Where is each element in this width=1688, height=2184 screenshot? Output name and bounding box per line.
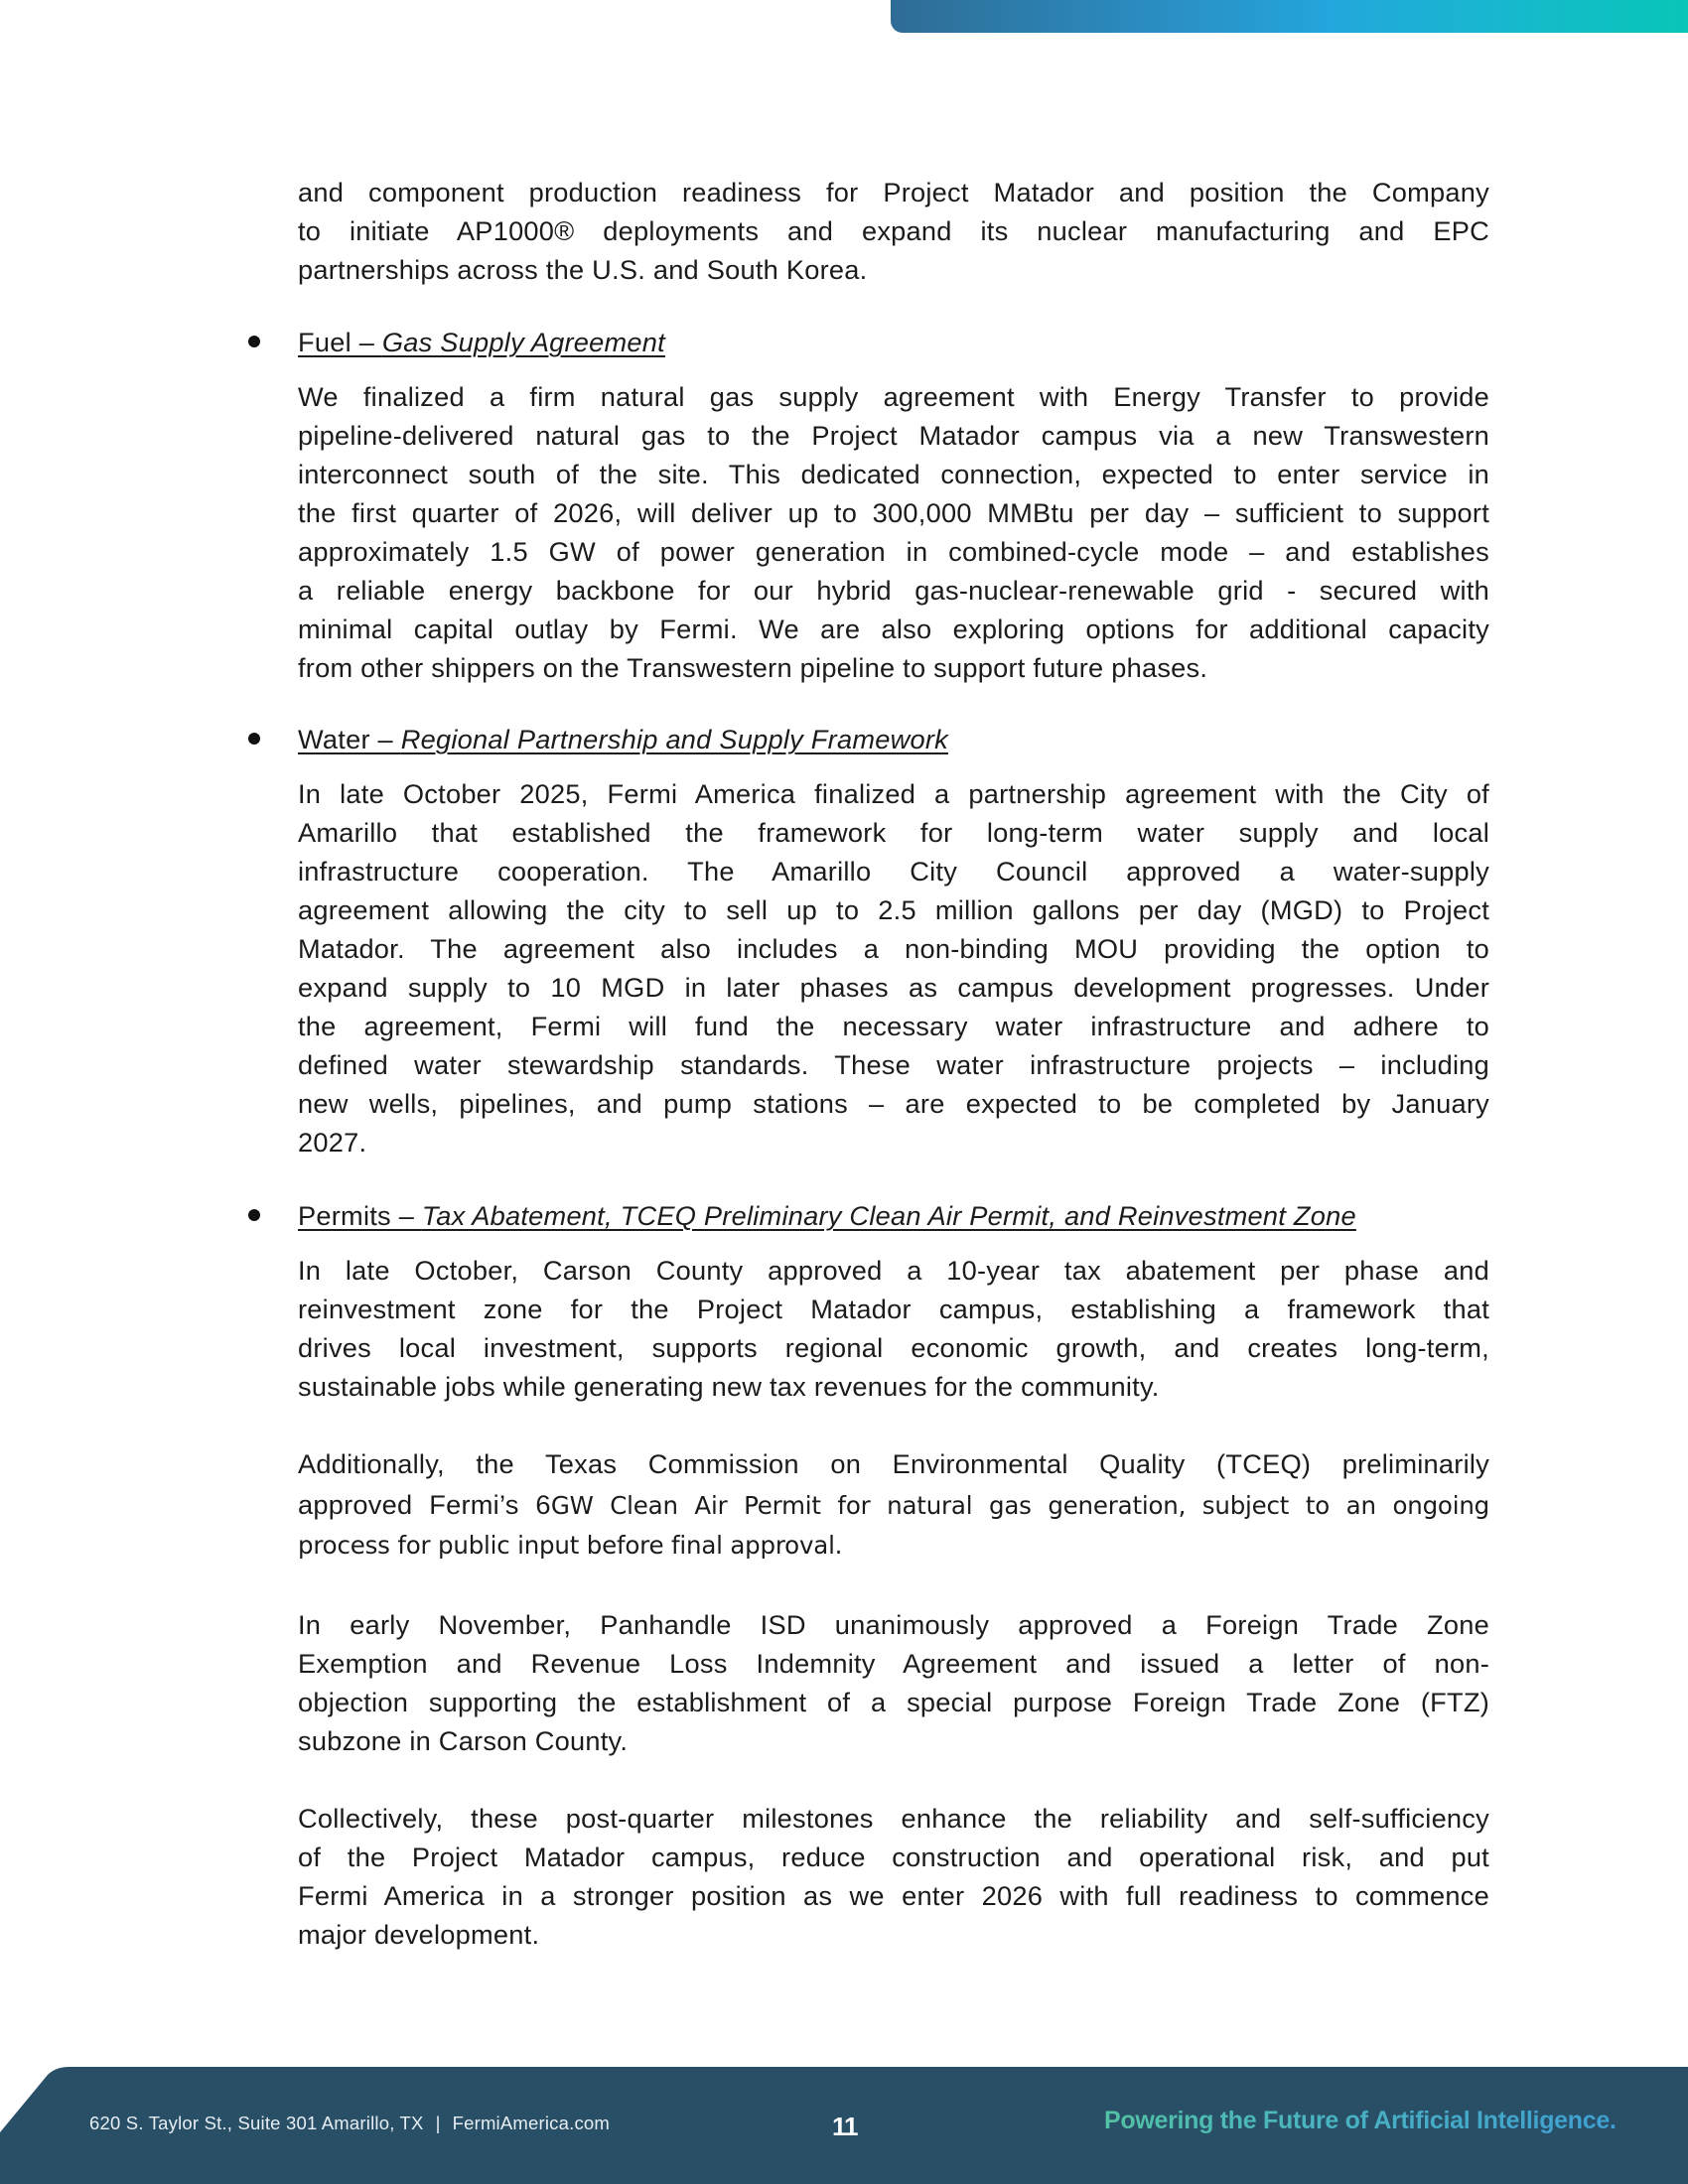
heading-label: Fuel – xyxy=(298,327,382,357)
text-line: new wells, pipelines, and pump stations – are expected to be completed by January xyxy=(298,1088,1489,1119)
text-line: Additionally, the Texas Commission on Environmental Quality (TCEQ) preliminarily xyxy=(298,1448,1489,1479)
footer-separator: | xyxy=(435,2113,441,2133)
website-link[interactable]: FermiAmerica.com xyxy=(452,2113,611,2133)
text-line: In late October 2025, Fermi America finalized a partnership agreement with the City of xyxy=(298,778,1489,809)
footer-address xyxy=(89,2113,610,2134)
text-line: the first quarter of 2026, will deliver up to 300,000 MMBtu per day – sufficient to support xyxy=(298,497,1489,528)
text-line: major development. xyxy=(298,1919,540,1950)
bullet-icon xyxy=(248,1209,260,1221)
text-line: Matador. The agreement also includes a non-binding MOU providing the option to xyxy=(298,933,1489,964)
text-line: pipeline-delivered natural gas to the Project Matador campus via a new Transwestern xyxy=(298,420,1489,451)
text-line: In early November, Panhandle ISD unanimously approved a Foreign Trade Zone xyxy=(298,1609,1489,1640)
section-heading-water xyxy=(298,724,1489,755)
text-line: agreement allowing the city to sell up to 2.5 million gallons per day (MGD) to Project xyxy=(298,894,1489,925)
text-line: Exemption and Revenue Loss Indemnity Agreement and issued a letter of non- xyxy=(298,1648,1489,1679)
text-line: 2027. xyxy=(298,1127,367,1158)
text-line: process for public input before final approval. xyxy=(298,1531,843,1560)
heading-subtitle: Regional Partnership and Supply Framework xyxy=(400,724,948,754)
text-line: approximately 1.5 GW of power generation in combined-cycle mode – and establishes xyxy=(298,536,1489,567)
text-line: infrastructure cooperation. The Amarillo City Council approved a water-supply xyxy=(298,856,1489,887)
text-line: In late October, Carson County approved a 10-year tax abatement per phase and xyxy=(298,1255,1489,1286)
header-accent-bar xyxy=(891,0,1688,33)
text-line: sustainable jobs while generating new tax revenues for the community. xyxy=(298,1371,1160,1402)
heading-label: Water – xyxy=(298,724,401,754)
text-line: We finalized a firm natural gas supply agreement with Energy Transfer to provide xyxy=(298,381,1489,412)
text-line: defined water stewardship standards. These water infrastructure projects – including xyxy=(298,1049,1489,1080)
text-line: the agreement, Fermi will fund the necessary water infrastructure and adhere to xyxy=(298,1011,1489,1041)
footer-tagline: Powering the Future of Artificial Intelligence. xyxy=(1104,2107,1617,2134)
text-line: drives local investment, supports regional economic growth, and creates long-term, xyxy=(298,1332,1489,1363)
page-number: 11 xyxy=(832,2112,858,2141)
text-line: Amarillo that established the framework for long-term water supply and local xyxy=(298,817,1489,848)
section-heading-permits xyxy=(298,1200,1489,1232)
heading-subtitle: Gas Supply Agreement xyxy=(381,327,665,357)
text-line: Collectively, these post-quarter milestones enhance the reliability and self-sufficiency xyxy=(298,1803,1489,1834)
text-line: interconnect south of the site. This dedicated connection, expected to enter service in xyxy=(298,459,1489,489)
text-line: Fermi America in a stronger position as we enter 2026 with full readiness to commence xyxy=(298,1880,1489,1911)
text-line: of the Project Matador campus, reduce construction and operational risk, and put xyxy=(298,1842,1489,1872)
text-line: a reliable energy backbone for our hybrid gas-nuclear-renewable grid - secured with xyxy=(298,575,1489,606)
text-line: minimal capital outlay by Fermi. We are also exploring options for additional capacity xyxy=(298,614,1489,644)
text-line: and component production readiness for Project Matador and position the Company xyxy=(298,177,1489,207)
section-heading-fuel xyxy=(298,327,1489,358)
bullet-icon xyxy=(248,733,260,745)
text-line: subzone in Carson County. xyxy=(298,1725,629,1756)
text-line: partnerships across the U.S. and South Korea. xyxy=(298,254,868,285)
text-line: from other shippers on the Transwestern pipeline to support future phases. xyxy=(298,652,1208,683)
text-span-alt-font: GW Clean Air Permit for natural gas generation, subject to an ongoing xyxy=(550,1491,1489,1520)
text-line xyxy=(298,1489,1489,1521)
text-line: to initiate AP1000® deployments and expand its nuclear manufacturing and EPC xyxy=(298,215,1489,246)
text-line: objection supporting the establishment of a special purpose Foreign Trade Zone (FTZ) xyxy=(298,1687,1489,1717)
heading-label: Permits – xyxy=(298,1200,422,1231)
bullet-icon xyxy=(248,336,260,347)
text-line: expand supply to 10 MGD in later phases as campus development progresses. Under xyxy=(298,972,1489,1003)
address-text: 620 S. Taylor St., Suite 301 Amarillo, TX xyxy=(89,2113,424,2133)
text-span: approved Fermi’s 6 xyxy=(298,1489,551,1520)
text-line: reinvestment zone for the Project Matador campus, establishing a framework that xyxy=(298,1294,1489,1324)
heading-subtitle: Tax Abatement, TCEQ Preliminary Clean Air Permit, and Reinvestment Zone xyxy=(421,1200,1356,1231)
